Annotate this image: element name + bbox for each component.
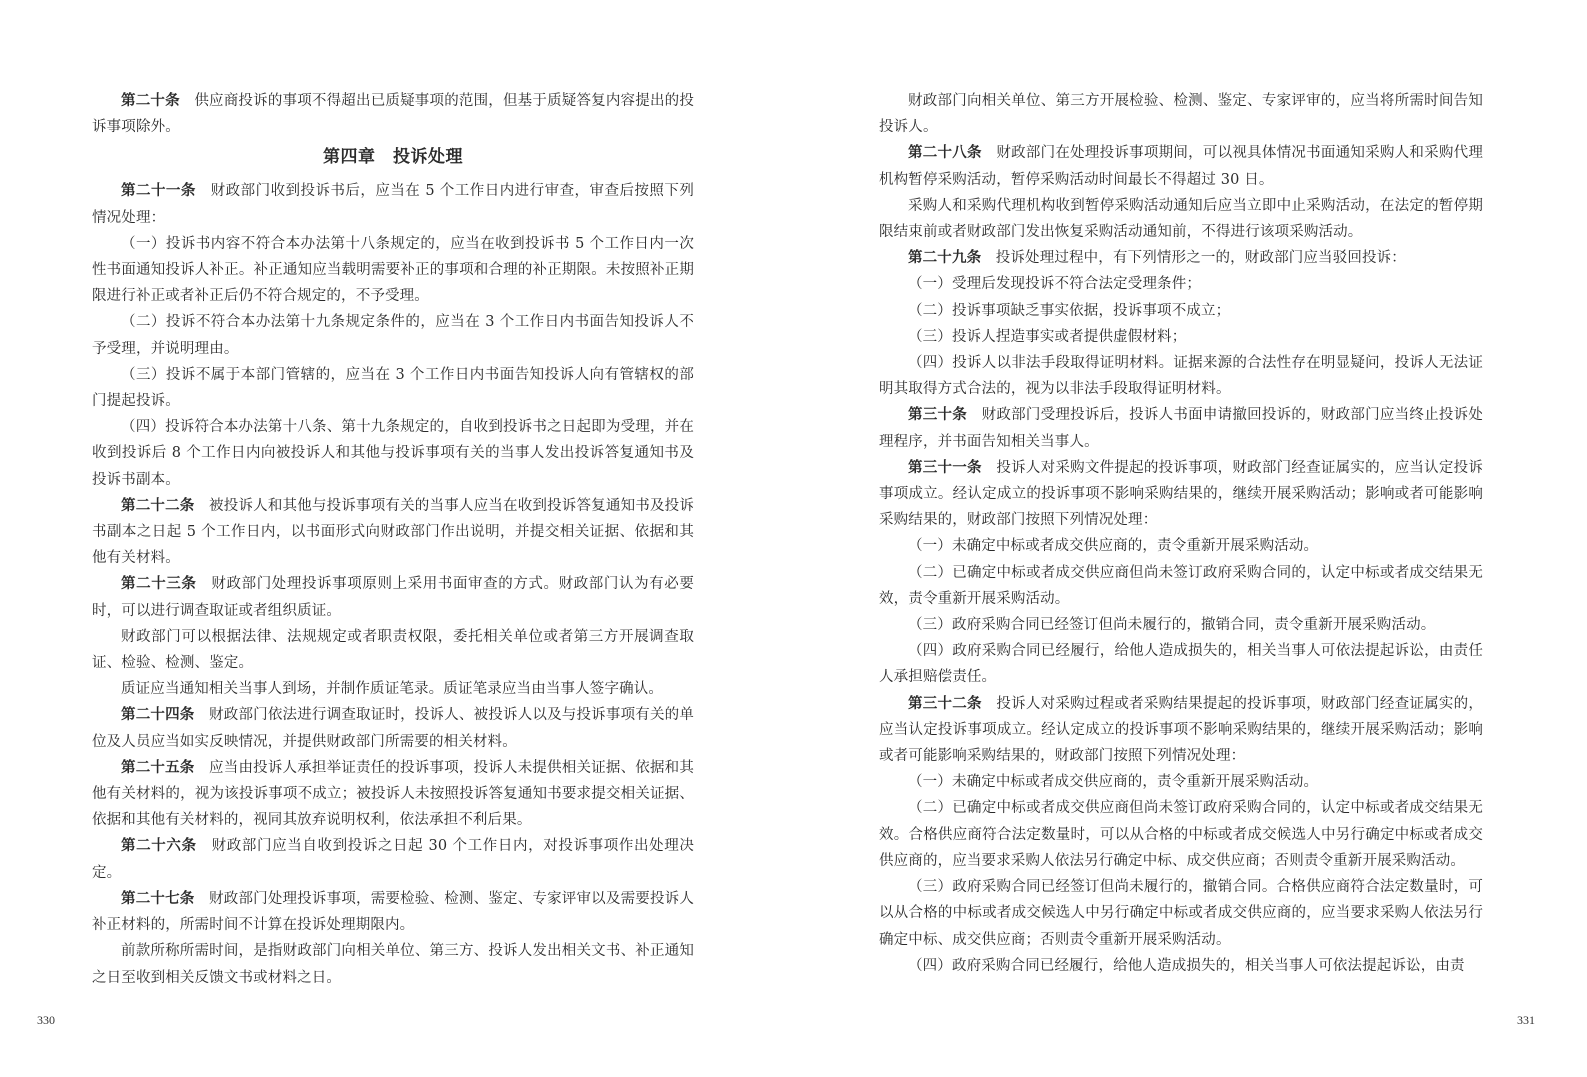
article-paragraph <box>879 140 1483 192</box>
paragraph-text: （二）已确定中标或者成交供应商但尚未签订政府采购合同的，认定中标或者成交结果无效。合格供应商符合法定数量时，可以从合格的中标或者成交候选人中另行确定中标或者成交供应商的，应当要求采购人依法另行确定中标、成交供应商；否则责令重新开展采购活动。 <box>879 800 1483 869</box>
paragraph-text: 财政部门受理投诉后，投诉人书面申请撤回投诉的，财政部门应当终止投诉处理程序，并书面告知相关当事人。 <box>879 407 1483 450</box>
left-blocks-before <box>92 88 694 140</box>
article-label: 第二十四条 <box>121 706 195 724</box>
article-paragraph <box>92 571 694 623</box>
clause-paragraph <box>92 309 694 361</box>
article-label: 第二十七条 <box>121 889 195 907</box>
left-page <box>0 0 793 1077</box>
paragraph-text: （一）受理后发现投诉不符合法定受理条件； <box>908 276 1201 293</box>
article-paragraph <box>92 755 694 834</box>
paragraph-text: 投诉人对采购文件提起的投诉事项，财政部门经查证属实的，应当认定投诉事项成立。经认定成立的投诉事项不影响采购结果的，继续开展采购活动；影响或者可能影响采购结果的，财政部门按照下列情况处理： <box>879 459 1483 529</box>
article-paragraph <box>92 886 694 938</box>
page-number: 330 <box>37 1013 55 1027</box>
clause-paragraph <box>92 231 694 310</box>
paragraph-text: 供应商投诉的事项不得超出已质疑事项的范围，但基于质疑答复内容提出的投诉事项除外。 <box>92 93 694 136</box>
paragraph-text: 财政部门依法进行调查取证时，投诉人、被投诉人以及与投诉事项有关的单位及人员应当如实反映情况，并提供财政部门所需要的相关材料。 <box>92 707 695 750</box>
paragraph-text: （二）投诉事项缺乏事实依据，投诉事项不成立； <box>908 302 1231 319</box>
clause-paragraph <box>879 560 1483 612</box>
article-paragraph <box>92 178 694 230</box>
article-label: 第二十条 <box>121 92 180 109</box>
clause-paragraph <box>92 362 694 414</box>
clause-paragraph <box>879 612 1483 638</box>
paragraph-text: 应当由投诉人承担举证责任的投诉事项，投诉人未提供相关证据、依据和其他有关材料的，视为该投诉事项不成立；被投诉人未按照投诉答复通知书要求提交相关证据、依据和其他有关材料的，视同其放弃说明权利，依法承担不利后果。 <box>92 759 695 829</box>
paragraph-text: （三）投诉不属于本部门管辖的，应当在 3 个工作日内书面告知投诉人向有管辖权的部门提起投诉。 <box>92 366 694 410</box>
paragraph-text: （二）已确定中标或者成交供应商但尚未签订政府采购合同的，认定中标或者成交结果无效，责令重新开展采购活动。 <box>879 564 1483 607</box>
paragraph-text: 财政部门向相关单位、第三方开展检验、检测、鉴定、专家评审的，应当将所需时间告知投诉人。 <box>879 93 1483 136</box>
paragraph-text: 采购人和采购代理机构收到暂停采购活动通知后应当立即中止采购活动，在法定的暂停期限结束前或者财政部门发出恢复采购活动通知前，不得进行该项采购活动。 <box>879 197 1483 241</box>
right-page <box>793 0 1587 1077</box>
article-paragraph <box>92 88 694 140</box>
right-blocks <box>879 88 1483 979</box>
article-paragraph <box>879 245 1483 271</box>
clause-paragraph <box>879 795 1483 874</box>
clause-paragraph <box>879 271 1483 297</box>
article-paragraph <box>879 402 1483 454</box>
article-paragraph <box>92 833 694 885</box>
paragraph-text: （三）投诉人捏造事实或者提供虚假材料； <box>908 328 1187 345</box>
paragraph-text: 投诉人对采购过程或者采购结果提起的投诉事项，财政部门经查证属实的，应当认定投诉事项成立。经认定成立的投诉事项不影响采购结果的，继续开展采购活动；影响或者可能影响采购结果的，财政部门按照下列情况处理： <box>879 695 1483 765</box>
article-label: 第三十二条 <box>908 694 982 712</box>
clause-paragraph <box>879 350 1483 402</box>
right-page-text <box>879 88 1483 979</box>
article-paragraph <box>92 493 694 572</box>
paragraph-text: （三）政府采购合同已经签订但尚未履行的，撤销合同，责令重新开展采购活动。 <box>908 617 1436 634</box>
paragraph-text: （四）政府采购合同已经履行，给他人造成损失的，相关当事人可依法提起诉讼，由责 <box>908 957 1465 974</box>
paragraph-text: （一）未确定中标或者成交供应商的，责令重新开展采购活动。 <box>908 774 1319 791</box>
page-number: 331 <box>1517 1013 1535 1027</box>
paragraph-text: 财政部门处理投诉事项，需要检验、检测、鉴定、专家评审以及需要投诉人补正材料的，所需时间不计算在投诉处理期限内。 <box>92 890 695 934</box>
paragraph-text: 财政部门收到投诉书后，应当在 5 个工作日内进行审查，审查后按照下列情况处理： <box>92 183 694 226</box>
clause-paragraph <box>879 638 1483 690</box>
paragraph-text: 财政部门应当自收到投诉之日起 30 个工作日内，对投诉事项作出处理决定。 <box>92 838 694 881</box>
chapter-title: 第四章 投诉处理 <box>323 147 463 168</box>
clause-paragraph <box>92 624 694 676</box>
paragraph-text: （四）投诉符合本办法第十八条、第十九条规定的，自收到投诉书之日起即为受理，并在收到投诉后 8 个工作日内向被投诉人和其他与投诉事项有关的当事人发出投诉答复通知书及投诉书副本。 <box>92 419 694 488</box>
paragraph-text: （四）政府采购合同已经履行，给他人造成损失的，相关当事人可依法提起诉讼，由责任人承担赔偿责任。 <box>879 643 1483 686</box>
paragraph-text: （三）政府采购合同已经签订但尚未履行的，撤销合同。合格供应商符合法定数量时，可以从合格的中标或者成交候选人中另行确定中标或者成交供应商的，应当要求采购人依法另行确定中标、成交供应商；否则责令重新开展采购活动。 <box>879 879 1483 948</box>
paragraph-text: 投诉处理过程中，有下列情形之一的，财政部门应当驳回投诉： <box>995 250 1406 267</box>
left-blocks-after <box>92 178 694 990</box>
clause-paragraph <box>92 414 694 493</box>
paragraph-text: （四）投诉人以非法手段取得证明材料。证据来源的合法性存在明显疑问，投诉人无法证明其取得方式合法的，视为以非法手段取得证明材料。 <box>879 355 1483 398</box>
article-paragraph <box>92 702 694 754</box>
article-label: 第二十九条 <box>908 249 982 267</box>
article-label: 第二十六条 <box>121 837 197 855</box>
paragraph-text: （一）未确定中标或者成交供应商的，责令重新开展采购活动。 <box>908 538 1319 555</box>
article-label: 第三十条 <box>908 406 967 424</box>
clause-paragraph <box>879 88 1483 140</box>
paragraph-text: （二）投诉不符合本办法第十九条规定条件的，应当在 3 个工作日内书面告知投诉人不予受理，并说明理由。 <box>92 314 694 357</box>
paragraph-text: 质证应当通知相关当事人到场，并制作质证笔录。质证笔录应当由当事人签字确认。 <box>121 681 664 698</box>
clause-paragraph <box>879 298 1483 324</box>
clause-paragraph <box>879 533 1483 559</box>
article-label: 第二十八条 <box>908 144 982 162</box>
article-paragraph <box>879 691 1483 770</box>
paragraph-text: （一）投诉书内容不符合本办法第十八条规定的，应当在收到投诉书 5 个工作日内一次性书面通知投诉人补正。补正通知应当载明需要补正的事项和合理的补正期限。未按照补正期限进行补正或者补正后仍不符合规定的，不予受理。 <box>92 235 694 305</box>
paragraph-text: 财政部门在处理投诉事项期间，可以视具体情况书面通知采购人和采购代理机构暂停采购活动，暂停采购活动时间最长不得超过 30 日。 <box>879 145 1483 188</box>
paragraph-text: 被投诉人和其他与投诉事项有关的当事人应当在收到投诉答复通知书及投诉书副本之日起 5 个工作日内，以书面形式向财政部门作出说明，并提交相关证据、依据和其他有关材料。 <box>92 497 695 567</box>
paragraph-text: 财政部门可以根据法律、法规规定或者职责权限，委托相关单位或者第三方开展调查取证、检验、检测、鉴定。 <box>92 628 694 672</box>
clause-paragraph <box>879 193 1483 245</box>
article-label: 第二十二条 <box>121 496 195 514</box>
clause-paragraph <box>879 769 1483 795</box>
paragraph-text: 前款所称所需时间，是指财政部门向相关单位、第三方、投诉人发出相关文书、补正通知之日至收到相关反馈文书或材料之日。 <box>92 943 694 986</box>
left-page-text <box>92 88 694 991</box>
article-label: 第二十一条 <box>121 182 196 200</box>
clause-paragraph <box>92 938 694 990</box>
article-label: 第二十五条 <box>121 758 195 776</box>
clause-paragraph <box>879 874 1483 953</box>
article-label: 第三十一条 <box>908 458 982 476</box>
clause-paragraph <box>879 324 1483 350</box>
article-paragraph <box>879 455 1483 534</box>
article-label: 第二十三条 <box>121 575 197 593</box>
paragraph-text: 财政部门处理投诉事项原则上采用书面审查的方式。财政部门认为有必要时，可以进行调查取证或者组织质证。 <box>92 576 695 619</box>
clause-paragraph <box>92 676 694 702</box>
clause-paragraph <box>879 953 1483 979</box>
